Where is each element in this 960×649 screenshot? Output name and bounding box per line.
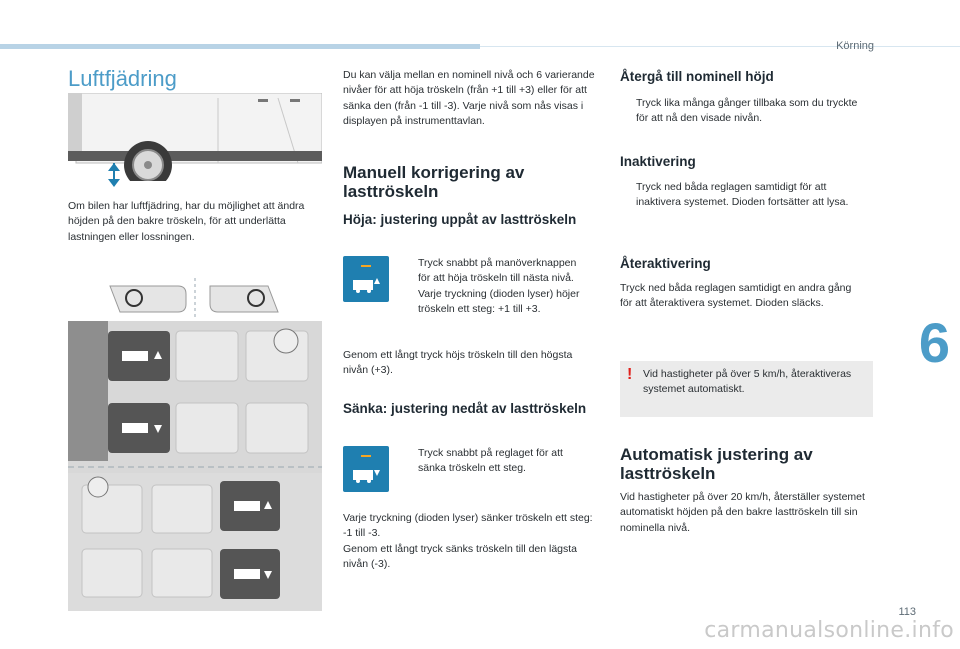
lower-long-press-text: Varje tryckning (dioden lyser) sänker tröskeln ett steg: -1 till -3. Genom ett långt tryck sänks tröskeln till den lägsta nivån (-3). [343,512,593,570]
bullet-icon [620,96,630,127]
page-title: Luftfjädring [68,66,177,91]
lower-instruction-text: Tryck snabbt på reglaget för att sänka tröskeln ett steg. [418,447,563,475]
warning-icon: ! [627,366,633,383]
levels-intro: Du kan välja mellan en nominell nivå och 6 varierande nivåer för att höja tröskeln (från +1 till +3) eller för att sänka den (från -1 till -3). Varje nivå som nås visas i displayen på instrumenttavlan. [343,69,595,127]
header-bar [0,44,480,49]
deactivation-instruction [620,180,865,211]
bullet-icon [402,256,412,317]
reactivation-heading: Återaktivering [620,256,711,271]
automatic-adjustment-heading: Automatisk justering av lasttröskeln [620,445,813,483]
steering-wheel-icons [68,278,322,318]
watermark: carmanualsonline.info [704,618,954,643]
raise-button-icon [343,256,389,302]
header-rule [480,46,960,47]
raise-long-press-text: Genom ett långt tryck höjs tröskeln till den högsta nivån (+3). [343,349,573,377]
intro-paragraph: Om bilen har luftfjädring, har du möjlighet att ändra höjden på den bakre tröskeln, för att underlätta lastningen eller lossningen. [68,200,305,243]
manual-correction-heading: Manuell korrigering av lasttröskeln [343,163,525,201]
return-instruction [620,96,865,127]
deactivation-heading: Inaktivering [620,154,696,169]
lower-button-icon [343,446,389,492]
return-instruction-text: Tryck lika många gånger tillbaka som du tryckte för att nå den visade nivån. [636,97,858,125]
control-panel-illustration [68,321,322,611]
bullet-icon [402,446,412,477]
raise-heading: Höja: justering uppåt av lasttröskeln [343,212,577,227]
chapter-number: 6 [918,311,950,374]
bullet-icon [620,180,630,211]
raise-instruction [402,256,587,317]
lower-instruction [402,446,587,477]
warning-text: Vid hastigheter på över 5 km/h, återaktiveras systemet automatiskt. [643,368,852,396]
page-number: 113 [898,606,916,618]
raise-instruction-text: Tryck snabbt på manöverknappen för att höja tröskeln till nästa nivå. Varje tryckning (dioden lyser) höjer tröskeln ett steg: +1 till +3. [418,257,580,315]
reactivation-text: Tryck ned båda reglagen samtidigt en andra gång för att återaktivera systemet. Dioden släcks. [620,282,852,310]
van-rear-illustration [68,93,322,189]
return-nominal-heading: Återgå till nominell höjd [620,69,774,84]
section-label: Körning [836,40,874,52]
deactivation-instruction-text: Tryck ned båda reglagen samtidigt för att inaktivera systemet. Dioden fortsätter att lysa. [636,181,849,209]
automatic-adjustment-text: Vid hastigheter på över 20 km/h, återställer systemet automatiskt höjden på den bakre lasttröskeln till sin nominella nivå. [620,491,865,534]
lower-heading: Sänka: justering nedåt av lasttröskeln [343,401,587,416]
